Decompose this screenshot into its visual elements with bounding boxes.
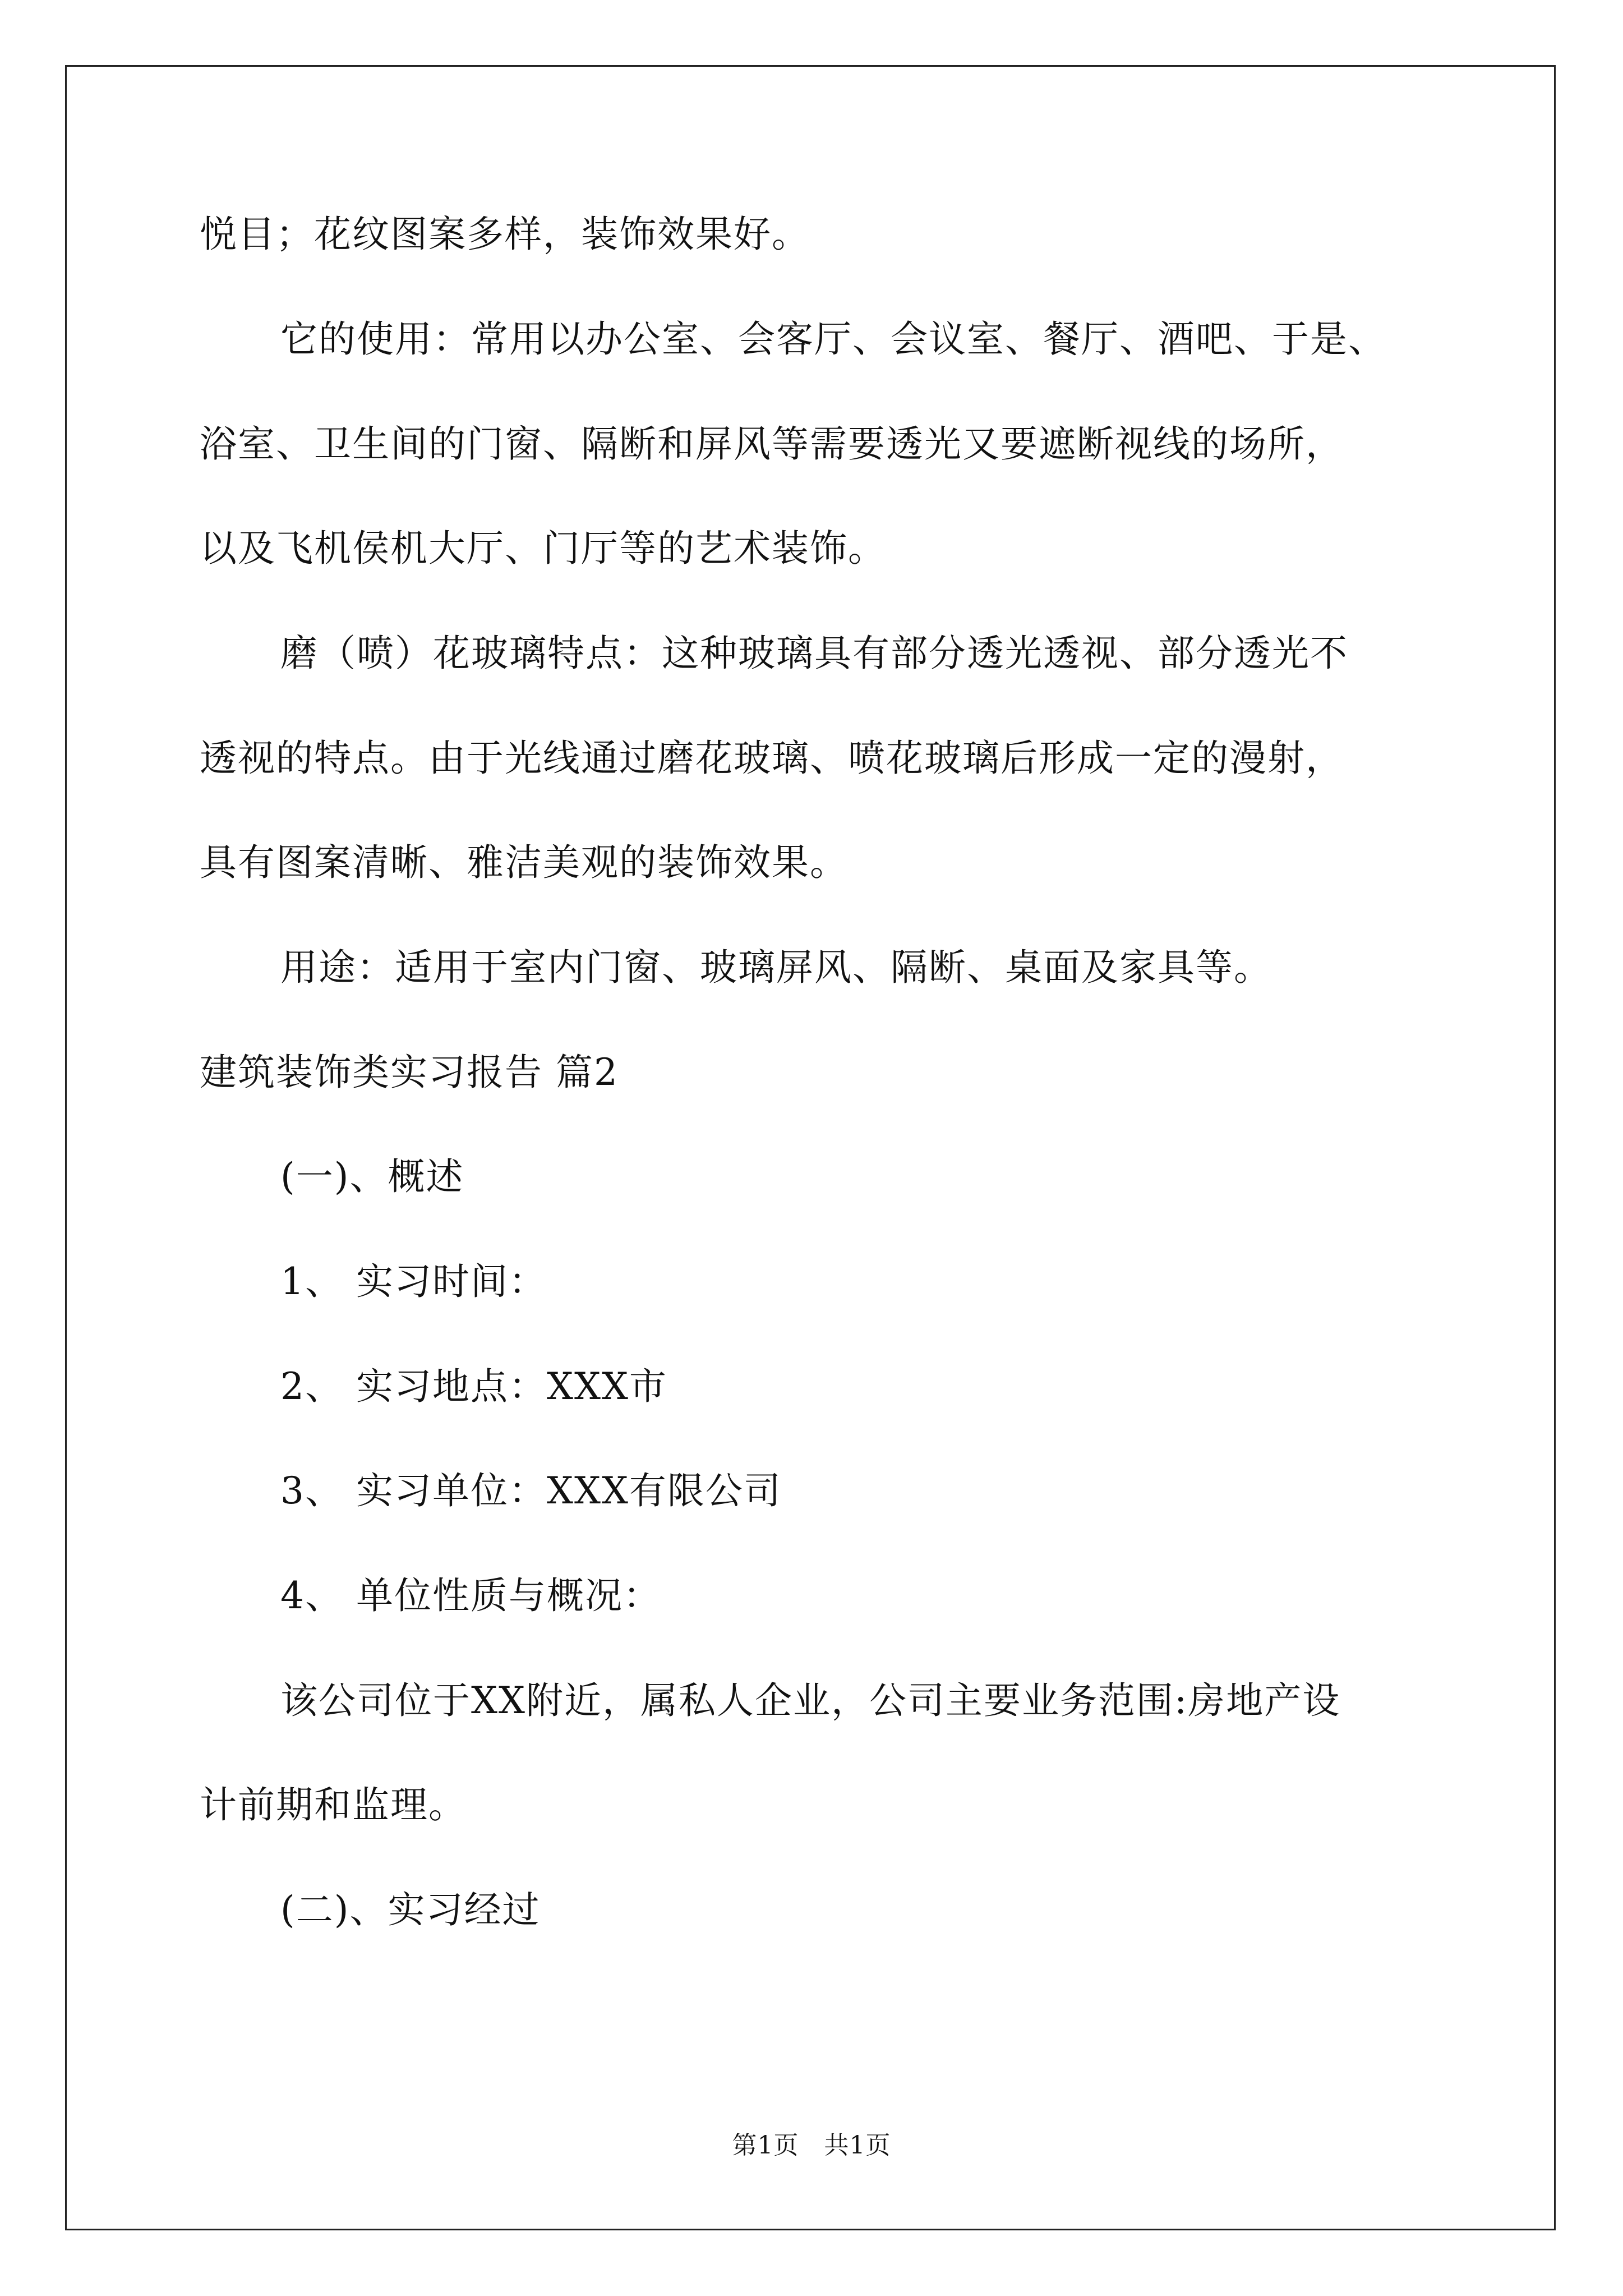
- body-text-line: 以及飞机侯机大厅、门厅等的艺术装饰。: [200, 527, 886, 570]
- body-text-line: 悦目；花纹图案多样，装饰效果好。: [200, 213, 810, 256]
- list-item: 1、 实习时间：: [280, 1260, 547, 1303]
- body-text-line: 该公司位于XX附近，属私人企业，公司主要业务范围:房地产设: [280, 1679, 1341, 1722]
- list-item: 4、 单位性质与概况：: [280, 1574, 661, 1617]
- list-item: 3、 实习单位：XXX有限公司: [280, 1469, 782, 1512]
- body-text-line: 具有图案清晰、雅洁美观的装饰效果。: [200, 841, 848, 884]
- body-text-line: 它的使用：常用以办公室、会客厅、会议室、餐厅、酒吧、于是、: [280, 318, 1386, 361]
- body-text-line: 磨（喷）花玻璃特点：这种玻璃具有部分透光透视、部分透光不: [280, 632, 1348, 675]
- body-text-line: 用途：适用于室内门窗、玻璃屏风、隔断、桌面及家具等。: [280, 946, 1272, 989]
- body-text-line: 计前期和监理。: [200, 1783, 467, 1826]
- body-text-line: 浴室、卫生间的门窗、隔断和屏风等需要透光又要遮断视线的场所，: [200, 422, 1344, 466]
- list-item: 2、 实习地点：XXX市: [280, 1365, 667, 1408]
- subsection-heading: (二)、实习经过: [280, 1888, 541, 1931]
- body-text-line: 透视的特点。由于光线通过磨花玻璃、喷花玻璃后形成一定的漫射，: [200, 737, 1344, 780]
- page-footer: 第1页 共1页: [732, 2131, 891, 2160]
- section-heading: 建筑装饰类实习报告 篇2: [200, 1051, 619, 1094]
- subsection-heading: (一)、概述: [280, 1155, 464, 1198]
